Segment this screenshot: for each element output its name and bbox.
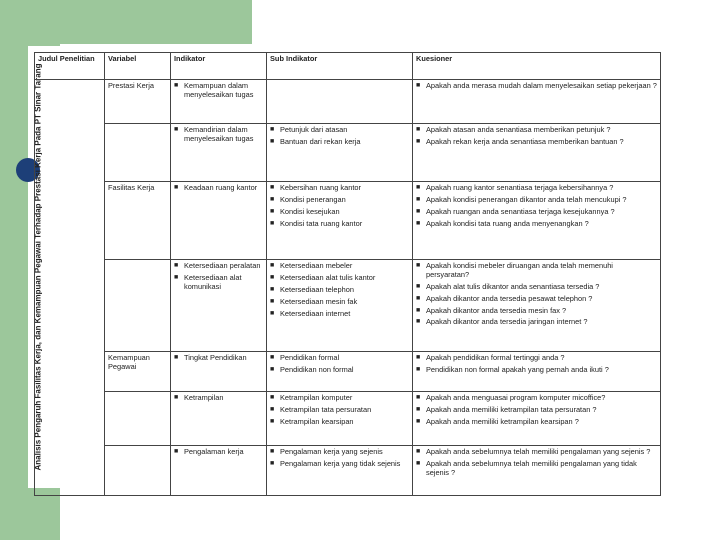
table-row [35, 260, 661, 352]
header-variabel: Variabel [105, 53, 171, 80]
kuesioner-cell [413, 446, 661, 496]
kuesioner-item: ■ Apakah pendidikan formal tertinggi anda ? [426, 354, 657, 363]
kuesioner-cell [413, 182, 661, 260]
table-row [35, 80, 661, 124]
indikator-item: ■ Kemandirian dalam menyelesaikan tugas [184, 126, 263, 144]
sub-item: ■ Ketersediaan telephon [280, 286, 409, 295]
kuesioner-cell [413, 352, 661, 392]
sub-list [270, 126, 409, 147]
kuesioner-cell [413, 260, 661, 352]
indikator-item: ■ Keadaan ruang kantor [184, 184, 263, 193]
sub-indikator-cell [267, 260, 413, 352]
indikator-cell [171, 352, 267, 392]
header-indikator: Indikator [171, 53, 267, 80]
header-sub-indikator: Sub Indikator [267, 53, 413, 80]
sub-item: ■ Kondisi penerangan [280, 196, 409, 205]
sub-item: ■ Ketersediaan internet [280, 310, 409, 319]
indikator-item: ■ Pengalaman kerja [184, 448, 263, 457]
kuesioner-item: ■ Apakah rekan kerja anda senantiasa memberikan bantuan ? [426, 138, 657, 147]
kuesioner-list [416, 126, 657, 147]
indikator-list [174, 184, 263, 193]
variabel-cell: Kemampuan Pegawai [105, 352, 171, 392]
kuesioner-item: ■ Apakah kondisi mebeler diruangan anda telah memenuhi persyaratan? [426, 262, 657, 280]
variabel-cell [105, 260, 171, 352]
indikator-list [174, 448, 263, 457]
kuesioner-item: ■ Apakah dikantor anda tersedia pesawat telephon ? [426, 295, 657, 304]
kuesioner-item: ■ Apakah alat tulis dikantor anda senantiasa tersedia ? [426, 283, 657, 292]
indikator-item: ■ Ketersediaan alat komunikasi [184, 274, 263, 292]
kuesioner-item: ■ Apakah kondisi penerangan dikantor anda telah mencukupi ? [426, 196, 657, 205]
sub-indikator-cell [267, 352, 413, 392]
kuesioner-list [416, 262, 657, 327]
kuesioner-list [416, 82, 657, 91]
sub-list [270, 354, 409, 375]
indikator-item: ■ Tingkat Pendidikan [184, 354, 263, 363]
kuesioner-item: ■ Apakah anda sebelumnya telah memiliki pengalaman yang tidak sejenis ? [426, 460, 657, 478]
kuesioner-list [416, 448, 657, 478]
sub-list [270, 394, 409, 427]
indikator-cell [171, 446, 267, 496]
kuesioner-cell [413, 392, 661, 446]
sub-indikator-cell [267, 124, 413, 182]
indikator-item: ■ Ketrampilan [184, 394, 263, 403]
indikator-cell [171, 80, 267, 124]
table-row [35, 124, 661, 182]
sub-item: ■ Ketrampilan komputer [280, 394, 409, 403]
table-row [35, 182, 661, 260]
variabel-cell [105, 392, 171, 446]
sub-item: ■ Ketersediaan alat tulis kantor [280, 274, 409, 283]
vertical-research-title: Analisis Pengaruh Fasilitas Kerja, dan Kemampuan Pegawai Terhadap Prestasi Kerja Pada PT Sinar Tarang [33, 63, 43, 471]
kuesioner-list [416, 354, 657, 375]
judul-cell [35, 80, 105, 496]
kuesioner-item: ■ Pendidikan non formal apakah yang pernah anda ikuti ? [426, 366, 657, 375]
indikator-list [174, 262, 263, 292]
variabel-cell: Prestasi Kerja [105, 80, 171, 124]
sub-item: ■ Bantuan dari rekan kerja [280, 138, 409, 147]
indikator-list [174, 126, 263, 144]
header-kuesioner: Kuesioner [413, 53, 661, 80]
kuesioner-item: ■ Apakah anda sebelumnya telah memiliki pengalaman yang sejenis ? [426, 448, 657, 457]
sub-list [270, 184, 409, 229]
sub-item: ■ Kondisi tata ruang kantor [280, 220, 409, 229]
indikator-cell [171, 392, 267, 446]
indikator-cell [171, 260, 267, 352]
table-row [35, 392, 661, 446]
kuesioner-item: ■ Apakah anda merasa mudah dalam menyelesaikan setiap pekerjaan ? [426, 82, 657, 91]
indikator-item: ■ Kemampuan dalam menyelesaikan tugas [184, 82, 263, 100]
sub-item: ■ Ketersediaan mebeler [280, 262, 409, 271]
table-row [35, 446, 661, 496]
sub-item: ■ Pendidikan formal [280, 354, 409, 363]
variabel-cell [105, 124, 171, 182]
kuesioner-item: ■ Apakah dikantor anda tersedia jaringan internet ? [426, 318, 657, 327]
header-row [35, 53, 661, 80]
kuesioner-cell [413, 124, 661, 182]
indikator-item: ■ Ketersediaan peralatan [184, 262, 263, 271]
kuesioner-list [416, 394, 657, 427]
sub-item: ■ Pengalaman kerja yang tidak sejenis [280, 460, 409, 469]
kuesioner-item: ■ Apakah ruang kantor senantiasa terjaga kebersihannya ? [426, 184, 657, 193]
sub-item: ■ Pengalaman kerja yang sejenis [280, 448, 409, 457]
variabel-cell [105, 446, 171, 496]
kuesioner-list [416, 184, 657, 229]
sub-indikator-cell [267, 392, 413, 446]
kuesioner-item: ■ Apakah atasan anda senantiasa memberikan petunjuk ? [426, 126, 657, 135]
kuesioner-item: ■ Apakah kondisi tata ruang anda menyenangkan ? [426, 220, 657, 229]
research-table [34, 52, 661, 496]
table-body [35, 80, 661, 496]
kuesioner-item: ■ Apakah anda memiliki ketrampilan tata persuratan ? [426, 406, 657, 415]
sub-item: ■ Kondisi kesejukan [280, 208, 409, 217]
sub-item: ■ Ketrampilan kearsipan [280, 418, 409, 427]
sub-indikator-cell [267, 182, 413, 260]
sub-item: ■ Ketrampilan tata persuratan [280, 406, 409, 415]
indikator-list [174, 354, 263, 363]
kuesioner-cell [413, 80, 661, 124]
sub-indikator-cell [267, 446, 413, 496]
indikator-cell [171, 182, 267, 260]
sub-indikator-cell [267, 80, 413, 124]
sub-list [270, 448, 409, 469]
sub-item: ■ Pendidikan non formal [280, 366, 409, 375]
table-row [35, 352, 661, 392]
sub-item: ■ Ketersediaan mesin fak [280, 298, 409, 307]
indikator-list [174, 394, 263, 403]
kuesioner-item: ■ Apakah ruangan anda senantiasa terjaga kesejukannya ? [426, 208, 657, 217]
sub-list [270, 262, 409, 318]
kuesioner-item: ■ Apakah dikantor anda tersedia mesin fax ? [426, 307, 657, 316]
indikator-list [174, 82, 263, 100]
indikator-cell [171, 124, 267, 182]
kuesioner-item: ■ Apakah anda memiliki ketrampilan kearsipan ? [426, 418, 657, 427]
sub-item: ■ Petunjuk dari atasan [280, 126, 409, 135]
sub-item: ■ Kebersihan ruang kantor [280, 184, 409, 193]
variabel-cell: Fasilitas Kerja [105, 182, 171, 260]
header-judul: Judul Penelitian [35, 53, 105, 80]
kuesioner-item: ■ Apakah anda menguasai program komputer micoffice? [426, 394, 657, 403]
